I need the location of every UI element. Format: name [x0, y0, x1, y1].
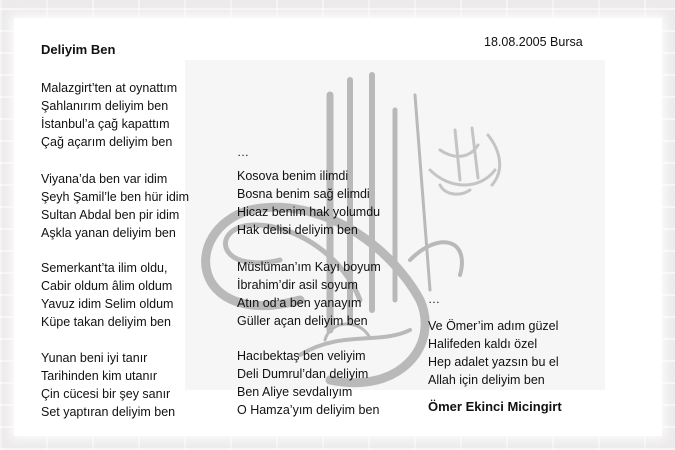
poem-line: Çin cücesi bir şey sanır	[41, 387, 171, 401]
ellipsis-col3: …	[428, 292, 440, 306]
poem-line: Allah için deliyim ben	[428, 373, 545, 387]
poem-line: Malazgirt’ten at oynattım	[41, 81, 178, 95]
poem-line: Şahlanırım deliyim ben	[41, 99, 169, 113]
poem-line: Güller açan deliyim ben	[237, 314, 368, 328]
poem-line: Kosova benim ilimdi	[237, 169, 349, 183]
poem-line: Semerkant’ta ilim oldu,	[41, 261, 168, 275]
poem-line: Ben Aliye sevdalıyım	[237, 385, 353, 399]
poem-line: Ve Ömer’im adım güzel	[428, 319, 559, 333]
calligraphy-seal-icon	[430, 128, 500, 194]
stanza-7	[237, 347, 379, 419]
poem-line: Atın od’a ben yanayım	[237, 296, 362, 310]
ellipsis-col2: …	[237, 145, 249, 159]
poem-line: Deli Dumrul’dan deliyim	[237, 367, 369, 381]
stanza-4	[41, 349, 175, 421]
poem-line: Viyana’da ben var idim	[41, 172, 168, 186]
poem-line: Tarihinden kim utanır	[41, 369, 158, 383]
poem-title: Deliyim Ben	[41, 42, 116, 57]
poem-line: Hacıbektaş ben veliyim	[237, 349, 366, 363]
poem-line: Yavuz idim Selim oldum	[41, 297, 174, 311]
stanza-8	[428, 317, 559, 389]
poem-line: Hep adalet yazsın bu el	[428, 355, 559, 369]
poem-line: İbrahim’dir asil soyum	[237, 278, 358, 292]
poem-line: Hak delisi deliyim ben	[237, 223, 358, 237]
date-place: 18.08.2005 Bursa	[484, 35, 583, 49]
poem-line: Yunan beni iyi tanır	[41, 351, 148, 365]
stanza-1	[41, 79, 177, 151]
poem-line: Sultan Abdal ben pir idim	[41, 208, 180, 222]
stanza-6	[237, 258, 381, 330]
stanza-2	[41, 170, 189, 242]
poem-line: İstanbul’a çağ kapattım	[41, 117, 170, 131]
poem-line: Şeyh Şamil’le ben hür idim	[41, 190, 189, 204]
poem-line: Hicaz benim hak yolumdu	[237, 205, 381, 219]
poem-line: Aşkla yanan deliyim ben	[41, 226, 176, 240]
poem-line: Halifeden kaldı özel	[428, 337, 538, 351]
poem-line: Müslüman’ım Kayı boyum	[237, 260, 381, 274]
poem-line: Küpe takan deliyim ben	[41, 315, 171, 329]
author-signature: Ömer Ekinci Micingirt	[428, 399, 562, 414]
poem-line: Bosna benim sağ elimdi	[237, 187, 370, 201]
stanza-5	[237, 167, 380, 239]
poem-line: Set yaptıran deliyim ben	[41, 405, 176, 419]
poem-line: Çağ açarım deliyim ben	[41, 135, 173, 149]
poem-line: Cabir oldum âlim oldum	[41, 279, 173, 293]
poem-line: O Hamza’yım deliyim ben	[237, 403, 380, 417]
stanza-3	[41, 259, 173, 331]
